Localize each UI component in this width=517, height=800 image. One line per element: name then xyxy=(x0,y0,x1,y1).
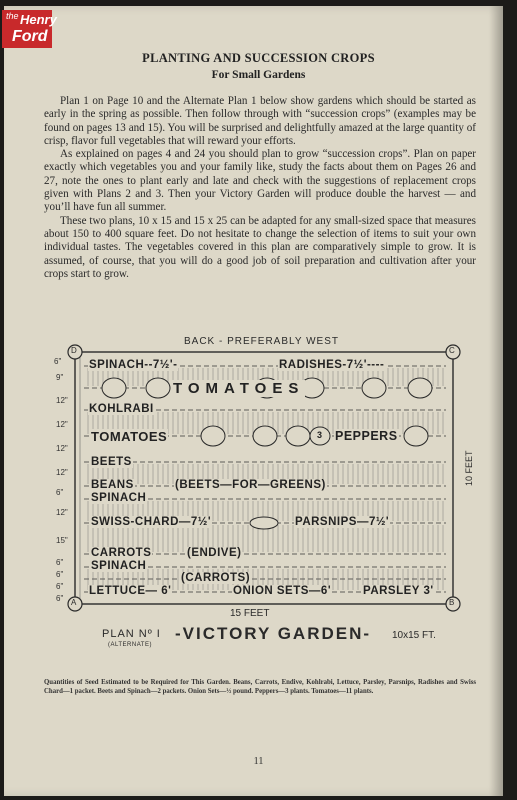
corner-d: D xyxy=(71,346,77,355)
crop-lettuce: LETTUCE— 6' xyxy=(89,585,172,597)
page-subtitle: For Small Gardens xyxy=(211,69,306,81)
crop-radishes: RADISHES-7½'---- xyxy=(279,359,385,371)
crop-beets: BEETS xyxy=(91,456,132,468)
page-number: 11 xyxy=(253,756,264,767)
crop-endive: (ENDIVE) xyxy=(187,547,242,559)
spacing-8: 12" xyxy=(56,508,68,517)
spacing-3: 12" xyxy=(56,396,68,405)
crop-spinach-low: SPINACH xyxy=(91,560,147,572)
crop-parsnips: PARSNIPS—7½' xyxy=(295,516,390,528)
plan-top-label: BACK - PREFERABLY WEST xyxy=(184,336,339,347)
plan-caption-alternate: (ALTERNATE) xyxy=(108,642,152,648)
row-divider-bump xyxy=(250,517,278,529)
spacing-5: 12" xyxy=(56,444,68,453)
page-shadow xyxy=(489,6,503,796)
corner-a: A xyxy=(71,598,77,607)
garden-plan xyxy=(44,336,484,636)
spacing-2: 9" xyxy=(56,373,64,382)
spacing-11: 6" xyxy=(56,570,64,579)
crop-spinach-top: SPINACH--7½'- xyxy=(89,359,178,371)
body-text xyxy=(44,95,476,281)
logo-ford: Ford xyxy=(12,28,48,45)
spacing-1: 6" xyxy=(54,357,62,366)
seed-quantities-note: Quantities of Seed Estimated to be Required for This Garden. Beans, Carrots, Endive, Kohlrabi, Lettuce, Parsley, Parsnips, Radishes and Swiss Chard—1 packet. Beets and Spinach—2 packets. Onion Sets—½ pound. Peppers—3 plants. Tomatoes—11 plants. xyxy=(44,679,476,695)
corner-c: C xyxy=(449,346,455,355)
spacing-13: 6" xyxy=(56,594,64,603)
crop-spinach-mid: SPINACH xyxy=(91,492,147,504)
crop-swiss-chard: SWISS-CHARD—7½' xyxy=(91,516,212,528)
henry-ford-logo xyxy=(2,10,57,48)
plan-caption-size: 10x15 FT. xyxy=(392,630,436,641)
spacing-10: 6" xyxy=(56,558,64,567)
crop-peppers: PEPPERS xyxy=(335,429,398,443)
spacing-12: 6" xyxy=(56,582,64,591)
paragraph-2: As explained on pages 4 and 24 you should plan to grow “succession crops”. Plan on paper exactly which vegetables you and your family like, study the facts about them on Pages 26 and 27, note the ones to plant early and late and check with the suggestions of replacement crops given with Plans 2 and 3. Then your Victory Garden will produce double the harvest — and you’ll have fun all summer. xyxy=(44,148,476,214)
logo-the: the xyxy=(6,11,19,21)
pepper-count: 3 xyxy=(317,430,323,440)
spacing-7: 6" xyxy=(56,488,64,497)
paragraph-1: Plan 1 on Page 10 and the Alternate Plan 1 below show gardens which should be started as early in the spring as possible. Then follow through with “succession crops” (examples may be found on pages 13 and 15). You will be surprised and delightfully amazed at the large quantity of crisp, flavor full vegetables that will reward your efforts. xyxy=(44,95,476,147)
plan-caption-number: PLAN Nº I xyxy=(102,628,161,640)
plan-bottom-label: 15 FEET xyxy=(230,608,270,619)
crop-kohlrabi: KOHLRABI xyxy=(89,403,154,415)
spacing-9: 15" xyxy=(56,536,68,545)
crop-parsley: PARSLEY 3' xyxy=(363,585,434,597)
logo-henry: Henry xyxy=(20,12,57,27)
crop-tomatoes-row-2: TOMATOES xyxy=(91,429,168,444)
plan-caption-title: -VICTORY GARDEN- xyxy=(175,624,372,643)
crop-tomatoes-row-1: TOMATOES xyxy=(173,380,305,397)
corner-b: B xyxy=(449,598,455,607)
crop-beans: BEANS xyxy=(91,479,134,491)
page-title: PLANTING AND SUCCESSION CROPS xyxy=(142,51,375,65)
plan-side-label: 10 FEET xyxy=(464,450,474,486)
crop-beets-for-greens: (BEETS—FOR—GREENS) xyxy=(175,479,326,491)
paragraph-3: These two plans, 10 x 15 and 15 x 25 can be adapted for any small-sized space that measures about 150 to 400 square feet. Do not hesitate to change the selection of items to suit your own individual tastes. The vegetables covered in this plan are comparatively simple to grow. It is assumed, of course, that you will do a good job of soil preparation and cultivation after your crops start to grow. xyxy=(44,214,476,280)
crop-carrots: CARROTS xyxy=(91,547,152,559)
crop-carrots-paren: (CARROTS) xyxy=(181,572,251,584)
crop-onion-sets: ONION SETS—6' xyxy=(233,585,332,597)
spacing-6: 12" xyxy=(56,468,68,477)
spacing-4: 12" xyxy=(56,420,68,429)
